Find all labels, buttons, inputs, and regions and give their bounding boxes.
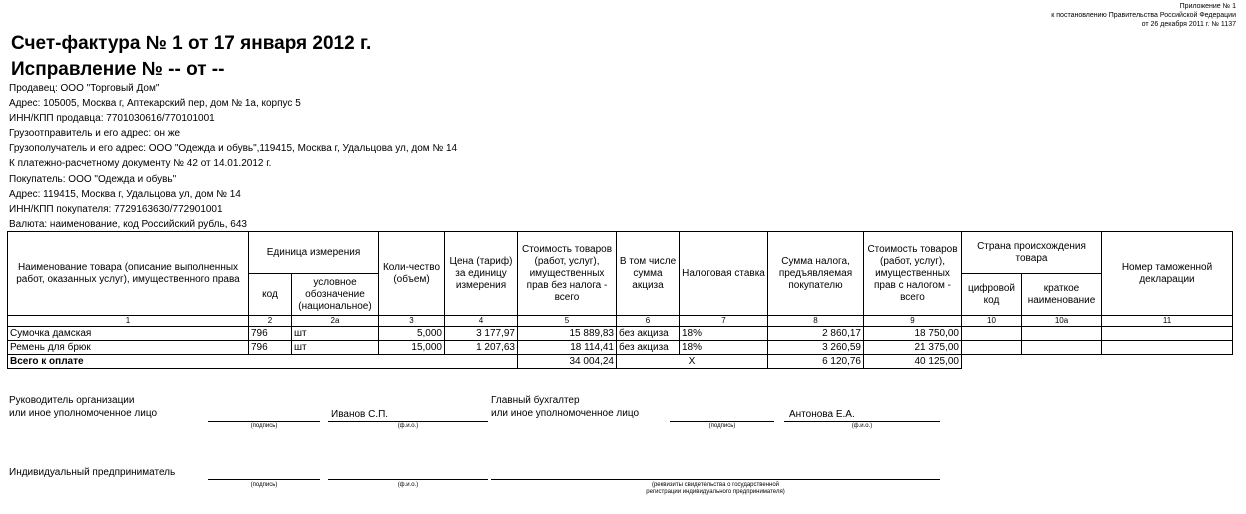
seller-line: Продавец: ООО "Торговый Дом" xyxy=(9,83,160,94)
item-cost: 15 889,83 xyxy=(518,327,617,341)
appendix-line: от 26 декабря 2011 г. № 1137 xyxy=(1141,21,1236,28)
item-excise: без акциза xyxy=(617,341,680,355)
head-name: Иванов С.П. xyxy=(331,409,389,420)
item-country-code xyxy=(962,341,1022,355)
item-name: Ремень для брюк xyxy=(8,341,249,355)
payment-doc-line: К платежно-расчетному документу № 42 от 14.01.2012 г. xyxy=(9,158,272,170)
entrepreneur-fio-caption: (ф.и.о.) xyxy=(397,482,419,488)
column-number: 1 xyxy=(8,316,249,327)
item-qty: 15,000 xyxy=(379,341,445,355)
head-label-line2: или иное уполномоченное лицо xyxy=(9,408,158,419)
item-qty: 5,000 xyxy=(379,327,445,341)
entrepreneur-label: Индивидуальный предприниматель xyxy=(9,467,176,478)
appendix-note xyxy=(1051,2,1236,29)
item-country-name xyxy=(1022,327,1102,341)
seller-inn-line: ИНН/КПП продавца: 7701030616/770101001 xyxy=(9,113,215,125)
table-row xyxy=(8,341,1233,355)
total-label: Всего к оплате xyxy=(8,355,518,369)
column-number: 8 xyxy=(768,316,864,327)
column-number: 7 xyxy=(680,316,768,327)
currency-line: Валюта: наименование, код Российский рубль, 643 xyxy=(9,218,247,230)
header-price: Цена (тариф) за единицу измерения xyxy=(445,232,518,316)
head-label-line1: Руководитель организации xyxy=(9,395,135,406)
entrepreneur-fio-line xyxy=(328,479,488,480)
total-cost: 34 004,24 xyxy=(518,355,617,369)
table-row xyxy=(8,327,1233,341)
buyer-line: Покупатель: ООО "Одежда и обувь" xyxy=(9,173,177,185)
total-tax: 6 120,76 xyxy=(768,355,864,369)
chief-signature-line xyxy=(670,421,774,422)
item-unit-code: 796 xyxy=(249,327,292,341)
item-cost: 18 114,41 xyxy=(518,341,617,355)
requisites-caption-line2: регистрации индивидуального предпринимателя) xyxy=(646,489,785,495)
item-unit-code: 796 xyxy=(249,341,292,355)
entrepreneur-signature-caption: (подпись) xyxy=(250,482,278,488)
header-customs: Номер таможенной декларации xyxy=(1102,232,1233,316)
header-rate: Налоговая ставка xyxy=(680,232,768,316)
head-fio-line xyxy=(328,421,488,422)
head-signature-line xyxy=(208,421,320,422)
buyer-inn-line: ИНН/КПП покупателя: 7729163630/772901001 xyxy=(9,203,223,215)
column-number: 2а xyxy=(292,316,379,327)
item-country-code xyxy=(962,327,1022,341)
item-country-name xyxy=(1022,341,1102,355)
appendix-line: к постановлению Правительства Российской Федерации xyxy=(1051,12,1236,19)
head-fio-caption: (ф.и.о.) xyxy=(397,423,419,429)
item-tax: 2 860,17 xyxy=(768,327,864,341)
chief-label-line2: или иное уполномоченное лицо xyxy=(491,408,640,419)
item-unit-name: шт xyxy=(292,341,379,355)
chief-signature-caption: (подпись) xyxy=(708,423,736,429)
header-qty: Коли-чество (объем) xyxy=(379,232,445,316)
item-excise: без акциза xyxy=(617,327,680,341)
header-cost: Стоимость товаров (работ, услуг), имущественных прав без налога - всего xyxy=(518,232,617,316)
header-excise: В том числе сумма акциза xyxy=(617,232,680,316)
header-country-name: краткое наименование xyxy=(1022,274,1102,316)
column-number: 4 xyxy=(445,316,518,327)
item-total: 21 375,00 xyxy=(864,341,962,355)
item-name: Сумочка дамская xyxy=(8,327,249,341)
chief-fio-line xyxy=(784,421,940,422)
item-unit-name: шт xyxy=(292,327,379,341)
item-rate: 18% xyxy=(680,341,768,355)
header-name: Наименование товара (описание выполненных работ, оказанных услуг), имущественного права xyxy=(8,232,249,316)
total-mark: X xyxy=(617,355,768,369)
entrepreneur-requisites-caption xyxy=(491,482,940,496)
item-price: 3 177,97 xyxy=(445,327,518,341)
chief-fio-caption: (ф.и.о.) xyxy=(851,423,873,429)
column-number: 3 xyxy=(379,316,445,327)
column-number: 5 xyxy=(518,316,617,327)
column-number: 9 xyxy=(864,316,962,327)
header-country: Страна происхождения товара xyxy=(962,232,1102,274)
header-unit-code: код xyxy=(249,274,292,316)
item-customs xyxy=(1102,341,1233,355)
header-unit: Единица измерения xyxy=(249,232,379,274)
total-sum: 40 125,00 xyxy=(864,355,962,369)
correction-title: Исправление № -- от -- xyxy=(11,59,225,80)
item-price: 1 207,63 xyxy=(445,341,518,355)
column-number: 2 xyxy=(249,316,292,327)
shipper-line: Грузоотправитель и его адрес: он же xyxy=(9,128,181,140)
head-signature-caption: (подпись) xyxy=(250,423,278,429)
item-tax: 3 260,59 xyxy=(768,341,864,355)
column-number: 6 xyxy=(617,316,680,327)
item-rate: 18% xyxy=(680,327,768,341)
appendix-line: Приложение № 1 xyxy=(1179,3,1236,10)
head-label xyxy=(9,394,157,420)
chief-label-line1: Главный бухгалтер xyxy=(491,395,580,406)
column-number: 10а xyxy=(1022,316,1102,327)
buyer-address-line: Адрес: 119415, Москва г, Удальцова ул, дом № 14 xyxy=(9,188,241,200)
seller-address-line: Адрес: 105005, Москва г, Аптекарский пер, дом № 1а, корпус 5 xyxy=(9,98,301,110)
header-unit-name: условное обозначение (национальное) xyxy=(292,274,379,316)
item-total: 18 750,00 xyxy=(864,327,962,341)
header-total: Стоимость товаров (работ, услуг), имущественных прав с налогом - всего xyxy=(864,232,962,316)
consignee-line: Грузополучатель и его адрес: ООО "Одежда и обувь",119415, Москва г, Удальцова ул, дом № 14 xyxy=(9,143,458,155)
header-country-code: цифровой код xyxy=(962,274,1022,316)
requisites-caption-line1: (реквизиты свидетельства о государственной xyxy=(651,482,780,488)
invoice-table xyxy=(7,231,1233,369)
entrepreneur-requisites-line xyxy=(491,479,940,480)
total-empty xyxy=(962,355,1233,369)
chief-name: Антонова Е.А. xyxy=(789,409,855,420)
invoice-details xyxy=(9,81,457,232)
column-number: 11 xyxy=(1102,316,1233,327)
item-customs xyxy=(1102,327,1233,341)
total-row xyxy=(8,355,1233,369)
chief-label xyxy=(491,394,639,420)
header-tax: Сумма налога, предъявляемая покупателю xyxy=(768,232,864,316)
entrepreneur-signature-line xyxy=(208,479,320,480)
invoice-title: Счет-фактура № 1 от 17 января 2012 г. xyxy=(11,33,372,54)
column-number: 10 xyxy=(962,316,1022,327)
